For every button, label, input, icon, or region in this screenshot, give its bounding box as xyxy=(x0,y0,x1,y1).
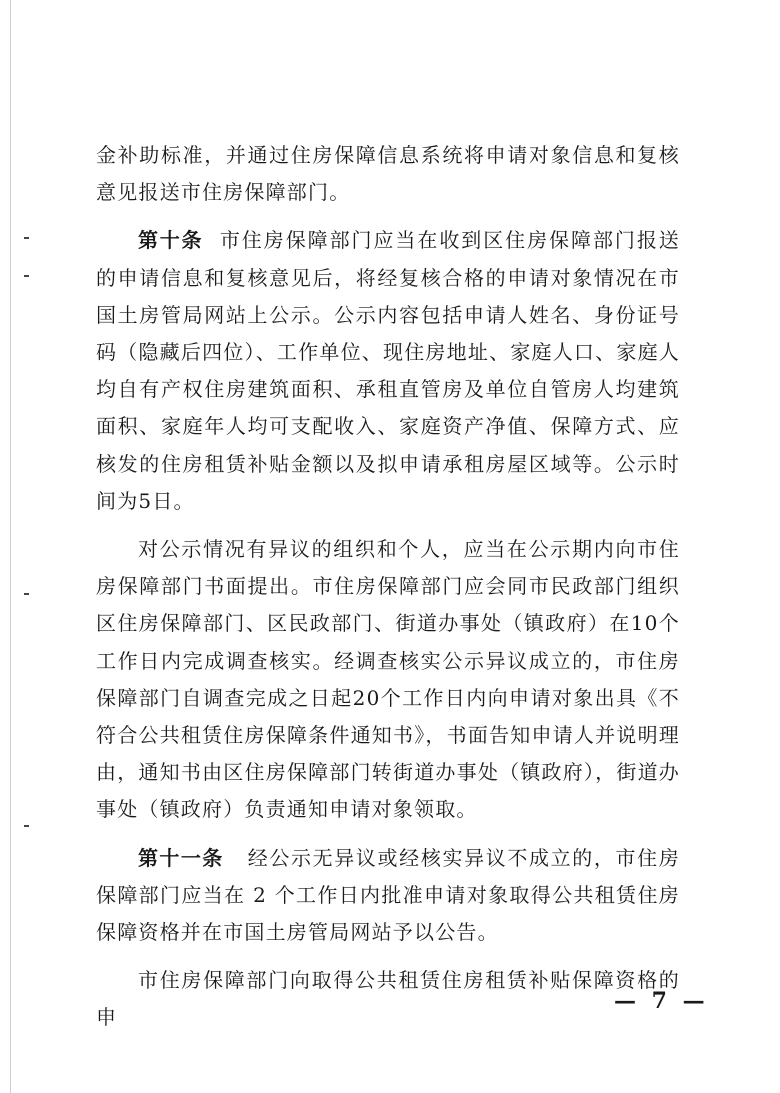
page-number: — 7 — xyxy=(614,988,709,1014)
scan-mark xyxy=(24,237,29,239)
paragraph-article-11 xyxy=(96,840,680,952)
paragraph-text: 市住房保障部门向取得公共租赁住房租赁补贴保障资格的申 xyxy=(96,968,680,1030)
paragraph-text: 市住房保障部门应当在收到区住房保障部门报送的申请信息和复核意见后，将经复核合格的申请对象情况在市国土房管局网站上公示。公示内容包括申请人姓名、身份证号码（隐藏后四位）、工作单位、现住房地址、家庭人口、家庭人均自有产权住房建筑面积、承租直管房及单位自管房人均建筑面积、家庭年人均可支配收入、家庭资产净值、保障方式、应核发的住房租赁补贴金额以及拟申请承租房屋区域等。公示时间为5日。 xyxy=(96,228,680,513)
paragraph-text: 对公示情况有异议的组织和个人，应当在公示期内向市住房保障部门书面提出。市住房保障部门应会同市民政部门组织区住房保障部门、区民政部门、街道办事处（镇政府）在10个工作日内完成调查核实。经调查核实公示异议成立的，市住房保障部门自调查完成之日起20个工作日内向申请对象出具《不符合公共租赁住房保障条件通知书》，书面告知申请人并说明理由，通知书由区住房保障部门转街道办事处（镇政府），街道办事处（镇政府）负责通知申请对象领取。 xyxy=(96,537,680,822)
article-label: 第十一条 xyxy=(138,845,224,870)
paragraph-text: 金补助标准，并通过住房保障信息系统将申请对象信息和复核意见报送市住房保障部门。 xyxy=(96,143,680,205)
article-label: 第十条 xyxy=(138,228,204,253)
document-body xyxy=(96,137,680,1037)
paragraph-article-10 xyxy=(96,222,680,520)
paragraph-continuation xyxy=(96,137,680,211)
paragraph-text: 经公示无异议或经核实异议不成立的，市住房保障部门应当在 2 个工作日内批准申请对象取得公共租赁住房保障资格并在市国土房管局网站予以公告。 xyxy=(96,845,681,945)
scan-mark xyxy=(24,825,29,827)
paragraph-final xyxy=(96,962,680,1036)
paragraph-objection xyxy=(96,531,680,829)
scan-edge-line xyxy=(10,0,11,1093)
scan-mark xyxy=(24,593,29,595)
scan-mark xyxy=(24,275,29,277)
